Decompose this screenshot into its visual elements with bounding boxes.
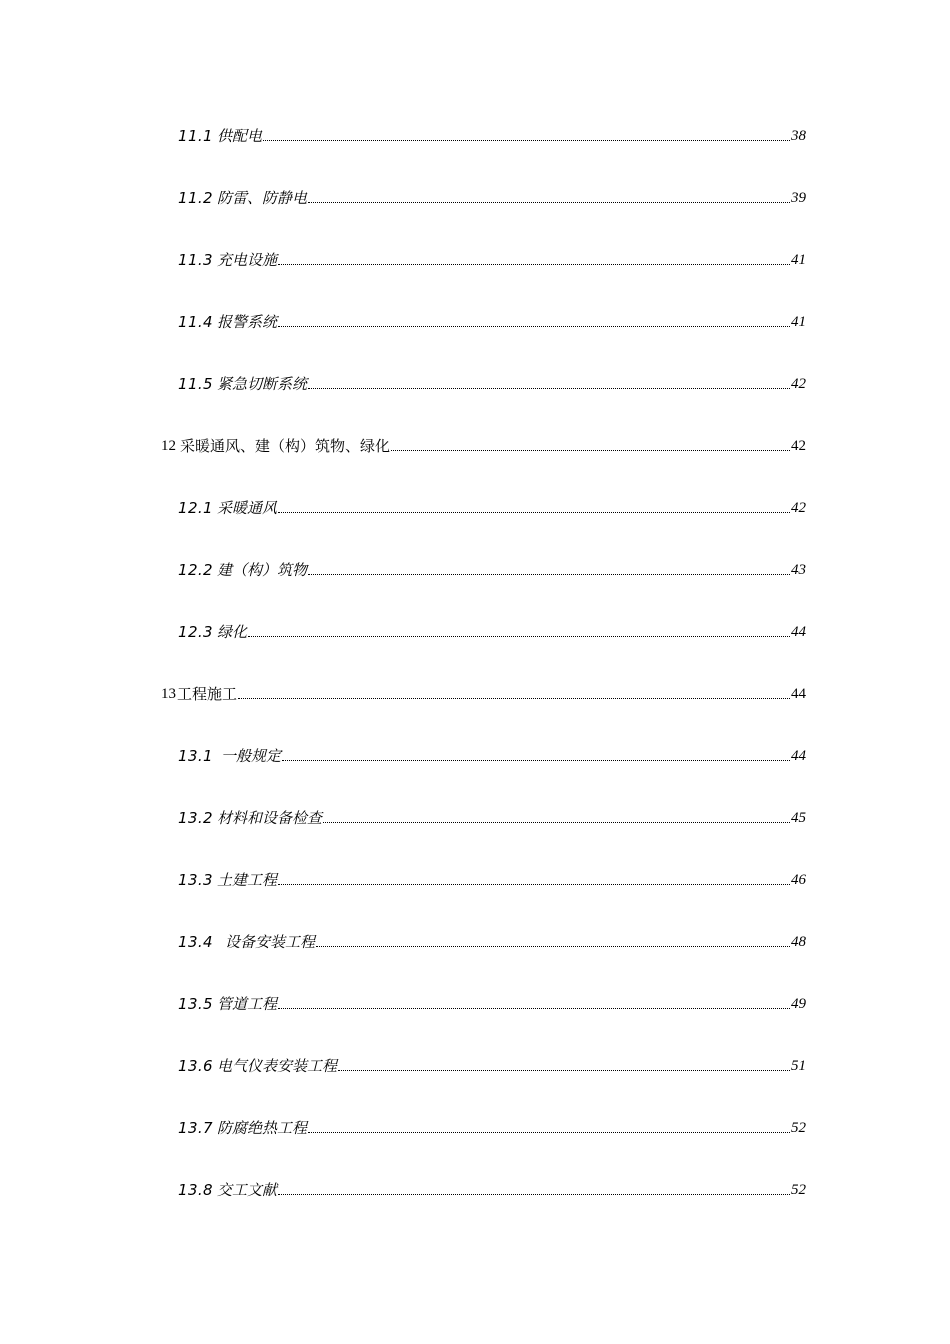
toc-entry-title: 设备安装工程 <box>225 933 316 951</box>
toc-entry-page: 45 <box>791 810 806 826</box>
toc-entry-title: 工程施工 <box>177 685 238 703</box>
toc-entry-page: 51 <box>791 1058 806 1074</box>
toc-dot-leader <box>282 760 790 761</box>
toc-entry-number: 13.2 <box>178 809 213 827</box>
toc-entry-12[interactable] <box>161 436 806 456</box>
toc-entry-12-3[interactable] <box>178 622 806 642</box>
toc-entry-number: 11.1 <box>178 127 213 145</box>
toc-entry-page: 48 <box>791 934 806 950</box>
toc-entry-title: 绿化 <box>217 623 248 641</box>
toc-entry-page: 46 <box>791 872 806 888</box>
toc-dot-leader <box>308 574 790 575</box>
toc-entry-title: 充电设施 <box>217 251 278 269</box>
toc-entry-number: 11.2 <box>178 189 213 207</box>
toc-entry-title: 采暖通风、建（构）筑物、绿化 <box>180 437 391 455</box>
toc-dot-leader <box>278 884 790 885</box>
toc-dot-leader <box>316 946 790 947</box>
toc-entry-page: 41 <box>791 314 806 330</box>
toc-dot-leader <box>391 450 790 451</box>
toc-entry-13-1[interactable] <box>178 746 806 766</box>
toc-entry-13-2[interactable] <box>178 808 806 828</box>
toc-entry-number: 11.3 <box>178 251 213 269</box>
toc-entry-13-6[interactable] <box>178 1056 806 1076</box>
toc-entry-page: 52 <box>791 1182 806 1198</box>
toc-entry-title: 材料和设备检查 <box>217 809 323 827</box>
toc-entry-page: 42 <box>791 500 806 516</box>
toc-dot-leader <box>323 822 790 823</box>
toc-dot-leader <box>278 1008 790 1009</box>
toc-entry-page: 42 <box>791 376 806 392</box>
toc-entry-number: 13.3 <box>178 871 213 889</box>
toc-dot-leader <box>338 1070 790 1071</box>
toc-entry-number: 12.2 <box>178 561 213 579</box>
toc-entry-11-3[interactable] <box>178 250 806 270</box>
toc-entry-number: 13 <box>161 686 176 702</box>
toc-entry-page: 43 <box>791 562 806 578</box>
toc-entry-title: 管道工程 <box>217 995 278 1013</box>
toc-entry-number: 13.1 <box>178 747 213 765</box>
toc-entry-13-5[interactable] <box>178 994 806 1014</box>
toc-entry-title: 交工文献 <box>217 1181 278 1199</box>
toc-entry-title: 报警系统 <box>217 313 278 331</box>
toc-entry-page: 52 <box>791 1120 806 1136</box>
toc-entry-title: 防腐绝热工程 <box>217 1119 308 1137</box>
toc-entry-number: 13.4 <box>178 933 213 951</box>
toc-dot-leader <box>278 326 790 327</box>
toc-dot-leader <box>308 1132 790 1133</box>
toc-entry-number: 13.8 <box>178 1181 213 1199</box>
toc-dot-leader <box>308 388 790 389</box>
toc-entry-12-1[interactable] <box>178 498 806 518</box>
toc-entry-13[interactable] <box>161 684 806 704</box>
toc-entry-number: 12 <box>161 438 176 454</box>
toc-dot-leader <box>308 202 790 203</box>
toc-entry-title: 采暖通风 <box>217 499 278 517</box>
toc-dot-leader <box>263 140 790 141</box>
toc-entry-page: 38 <box>791 128 806 144</box>
toc-dot-leader <box>278 512 790 513</box>
toc-entry-page: 42 <box>791 438 806 454</box>
toc-entry-page: 44 <box>791 748 806 764</box>
toc-dot-leader <box>238 698 790 699</box>
toc-entry-page: 39 <box>791 190 806 206</box>
toc-entry-title: 建（构）筑物 <box>217 561 308 579</box>
toc-entry-number: 11.4 <box>178 313 213 331</box>
toc-entry-page: 41 <box>791 252 806 268</box>
toc-entry-13-4[interactable] <box>178 932 806 952</box>
toc-entry-number: 13.7 <box>178 1119 213 1137</box>
toc-entry-title: 电气仪表安装工程 <box>217 1057 338 1075</box>
toc-entry-12-2[interactable] <box>178 560 806 580</box>
toc-entry-11-4[interactable] <box>178 312 806 332</box>
toc-dot-leader <box>278 1194 790 1195</box>
toc-entry-page: 49 <box>791 996 806 1012</box>
toc-entry-11-5[interactable] <box>178 374 806 394</box>
toc-entry-title: 一般规定 <box>221 747 282 765</box>
toc-entry-number: 11.5 <box>178 375 213 393</box>
toc-entry-title: 防雷、防静电 <box>217 189 308 207</box>
toc-entry-number: 12.1 <box>178 499 213 517</box>
toc-entry-13-8[interactable] <box>178 1180 806 1200</box>
toc-entry-title: 紧急切断系统 <box>217 375 308 393</box>
toc-dot-leader <box>278 264 790 265</box>
toc-entry-number: 12.3 <box>178 623 213 641</box>
toc-entry-page: 44 <box>791 686 806 702</box>
toc-entry-11-1[interactable] <box>178 126 806 146</box>
toc-entry-number: 13.5 <box>178 995 213 1013</box>
toc-entry-13-7[interactable] <box>178 1118 806 1138</box>
toc-entry-13-3[interactable] <box>178 870 806 890</box>
toc-entry-title: 供配电 <box>217 127 263 145</box>
toc-entry-11-2[interactable] <box>178 188 806 208</box>
toc-dot-leader <box>248 636 790 637</box>
toc-entry-page: 44 <box>791 624 806 640</box>
toc-entry-number: 13.6 <box>178 1057 213 1075</box>
toc-entry-title: 土建工程 <box>217 871 278 889</box>
